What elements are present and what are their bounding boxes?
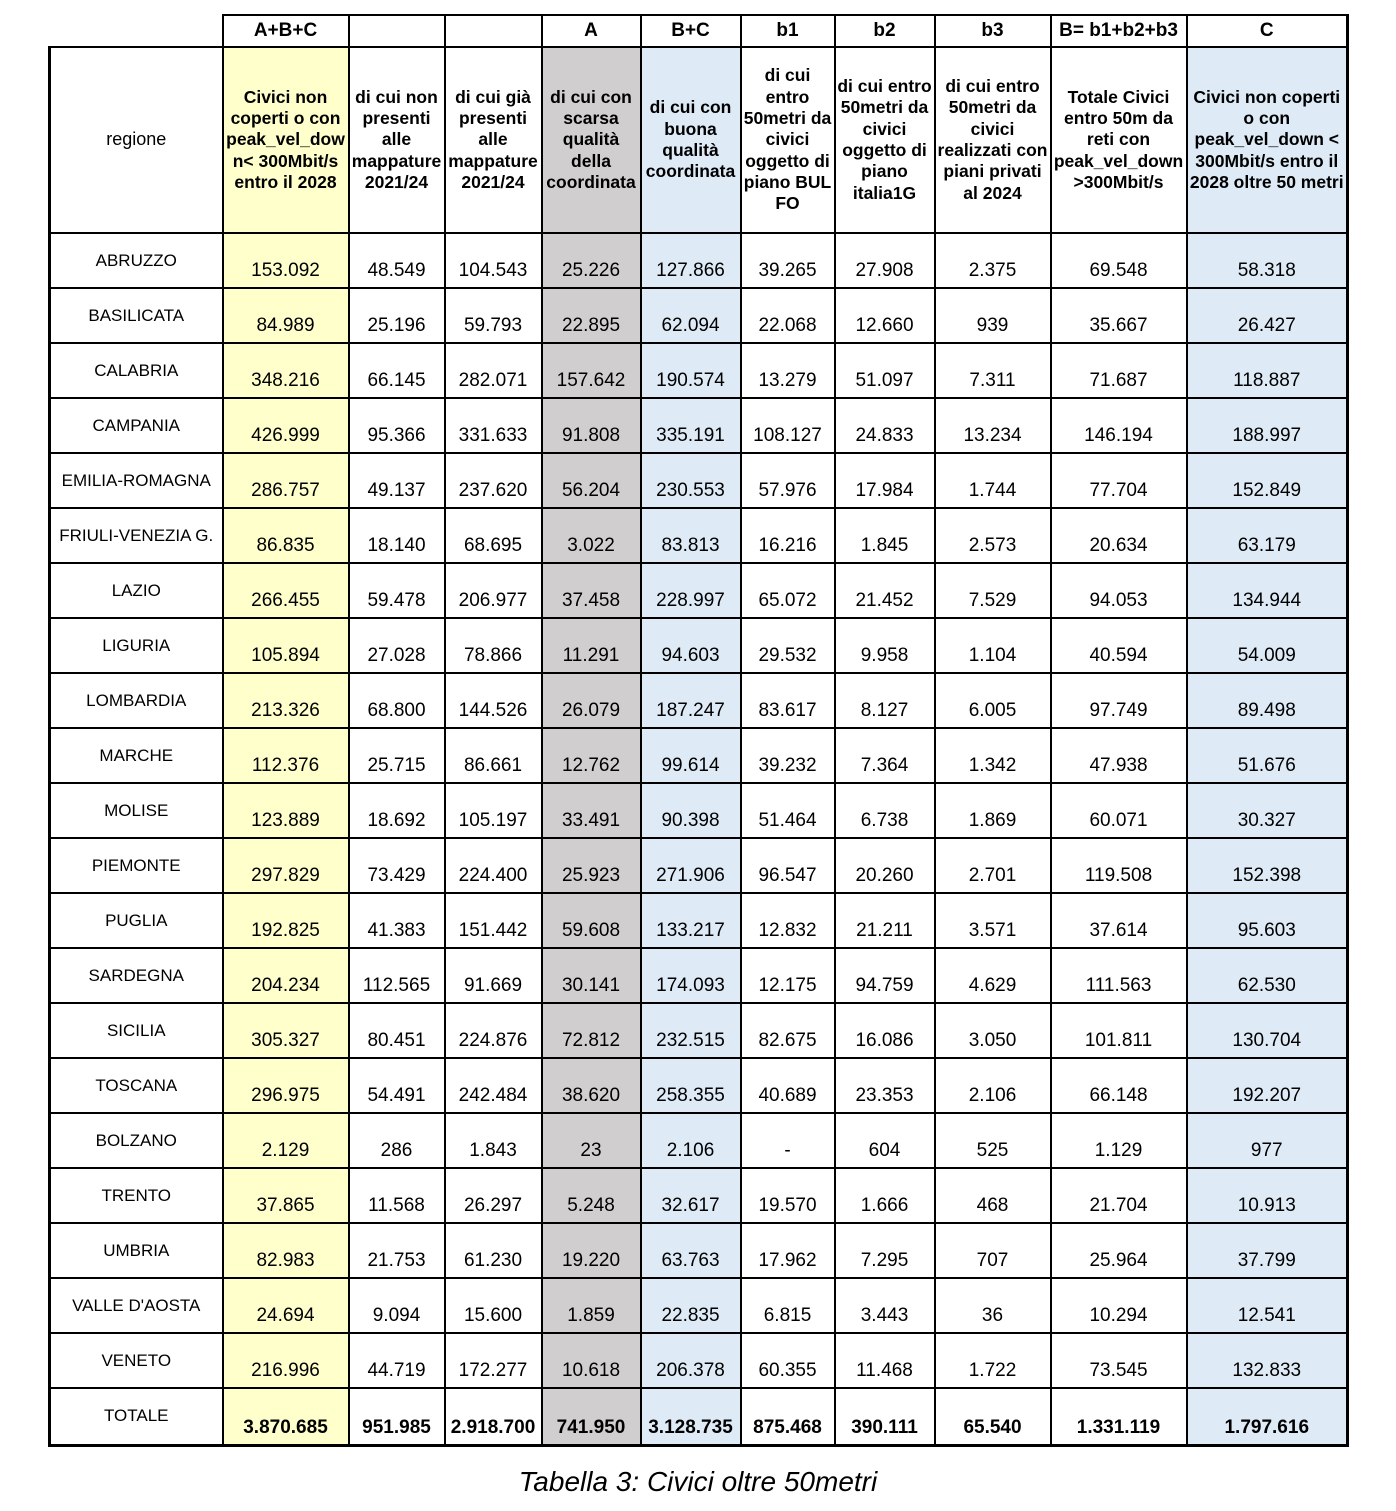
region-cell: EMILIA-ROMAGNA [50, 453, 223, 508]
table-row [50, 508, 1348, 563]
value-cell: 18.140 [349, 508, 445, 563]
value-cell: 40.594 [1051, 618, 1187, 673]
value-cell: 105.894 [223, 618, 349, 673]
value-cell: 59.478 [349, 563, 445, 618]
value-cell: 331.633 [445, 398, 542, 453]
value-cell: 82.983 [223, 1223, 349, 1278]
value-cell: 44.719 [349, 1333, 445, 1388]
column-group-label: B= b1+b2+b3 [1051, 15, 1187, 47]
value-cell: 13.234 [935, 398, 1051, 453]
table-row [50, 1058, 1348, 1113]
value-cell: 10.618 [542, 1333, 641, 1388]
value-cell: 66.145 [349, 343, 445, 398]
region-cell: LOMBARDIA [50, 673, 223, 728]
value-cell: 66.148 [1051, 1058, 1187, 1113]
value-cell: 1.797.616 [1187, 1388, 1348, 1445]
value-cell: 49.137 [349, 453, 445, 508]
region-cell: MARCHE [50, 728, 223, 783]
value-cell: 157.642 [542, 343, 641, 398]
value-cell: 26.427 [1187, 288, 1348, 343]
value-cell: 20.634 [1051, 508, 1187, 563]
value-cell: 104.543 [445, 233, 542, 288]
value-cell: 112.376 [223, 728, 349, 783]
value-cell: 296.975 [223, 1058, 349, 1113]
value-cell: 21.211 [835, 893, 935, 948]
value-cell: 51.097 [835, 343, 935, 398]
region-cell: TRENTO [50, 1168, 223, 1223]
region-cell: VALLE D'AOSTA [50, 1278, 223, 1333]
table-row [50, 948, 1348, 1003]
value-cell: 741.950 [542, 1388, 641, 1445]
value-cell: 38.620 [542, 1058, 641, 1113]
value-cell: 82.675 [741, 1003, 835, 1058]
value-cell: 12.175 [741, 948, 835, 1003]
column-header: di cui non presenti alle mappature 2021/24 [349, 47, 445, 233]
value-cell: 7.311 [935, 343, 1051, 398]
value-cell: 90.398 [641, 783, 741, 838]
value-cell: 1.104 [935, 618, 1051, 673]
value-cell: 95.366 [349, 398, 445, 453]
value-cell: 36 [935, 1278, 1051, 1333]
value-cell: 59.793 [445, 288, 542, 343]
value-cell: 61.230 [445, 1223, 542, 1278]
table-row [50, 233, 1348, 288]
value-cell: 37.614 [1051, 893, 1187, 948]
value-cell: 146.194 [1051, 398, 1187, 453]
civici-table [48, 14, 1349, 1447]
value-cell: 1.845 [835, 508, 935, 563]
value-cell: 127.866 [641, 233, 741, 288]
value-cell: 224.400 [445, 838, 542, 893]
value-cell: 152.398 [1187, 838, 1348, 893]
value-cell: 29.532 [741, 618, 835, 673]
value-cell: 20.260 [835, 838, 935, 893]
value-cell: 91.808 [542, 398, 641, 453]
value-cell: 707 [935, 1223, 1051, 1278]
value-cell: 108.127 [741, 398, 835, 453]
value-cell: 19.570 [741, 1168, 835, 1223]
value-cell: 6.738 [835, 783, 935, 838]
value-cell: 84.989 [223, 288, 349, 343]
value-cell: 24.694 [223, 1278, 349, 1333]
column-header: di cui entro 50metri da civici oggetto di piano italia1G [835, 47, 935, 233]
value-cell: 11.291 [542, 618, 641, 673]
value-cell: 187.247 [641, 673, 741, 728]
region-cell: TOTALE [50, 1388, 223, 1445]
value-cell: 7.364 [835, 728, 935, 783]
header-spacer [50, 15, 223, 47]
value-cell: 1.843 [445, 1113, 542, 1168]
value-cell: 119.508 [1051, 838, 1187, 893]
column-header: di cui entro 50metri da civici oggetto di piano BUL FO [741, 47, 835, 233]
value-cell: 3.443 [835, 1278, 935, 1333]
value-cell: 11.568 [349, 1168, 445, 1223]
value-cell: 16.086 [835, 1003, 935, 1058]
value-cell: 230.553 [641, 453, 741, 508]
value-cell: 3.571 [935, 893, 1051, 948]
value-cell: 144.526 [445, 673, 542, 728]
value-cell: 101.811 [1051, 1003, 1187, 1058]
region-cell: TOSCANA [50, 1058, 223, 1113]
value-cell: 60.071 [1051, 783, 1187, 838]
value-cell: 13.279 [741, 343, 835, 398]
table-row [50, 618, 1348, 673]
value-cell: 51.676 [1187, 728, 1348, 783]
column-header: di cui con scarsa qualità della coordinata [542, 47, 641, 233]
value-cell: 266.455 [223, 563, 349, 618]
value-cell: 224.876 [445, 1003, 542, 1058]
value-cell: 9.958 [835, 618, 935, 673]
value-cell: 56.204 [542, 453, 641, 508]
value-cell: 1.331.119 [1051, 1388, 1187, 1445]
value-cell: 2.918.700 [445, 1388, 542, 1445]
value-cell: 6.815 [741, 1278, 835, 1333]
column-header: di cui con buona qualità coordinata [641, 47, 741, 233]
region-cell: CALABRIA [50, 343, 223, 398]
value-cell: 174.093 [641, 948, 741, 1003]
value-cell: 2.573 [935, 508, 1051, 563]
column-header: di cui entro 50metri da civici realizzati con piani privati al 2024 [935, 47, 1051, 233]
column-group-label: A [542, 15, 641, 47]
value-cell: 1.859 [542, 1278, 641, 1333]
value-cell: 2.701 [935, 838, 1051, 893]
value-cell: 94.053 [1051, 563, 1187, 618]
value-cell: 10.913 [1187, 1168, 1348, 1223]
value-cell: 5.248 [542, 1168, 641, 1223]
region-cell: BOLZANO [50, 1113, 223, 1168]
value-cell: 232.515 [641, 1003, 741, 1058]
value-cell: 63.763 [641, 1223, 741, 1278]
value-cell: 10.294 [1051, 1278, 1187, 1333]
value-cell: 30.327 [1187, 783, 1348, 838]
value-cell: 7.529 [935, 563, 1051, 618]
value-cell: 6.005 [935, 673, 1051, 728]
value-cell: 237.620 [445, 453, 542, 508]
value-cell: 258.355 [641, 1058, 741, 1113]
value-cell: 132.833 [1187, 1333, 1348, 1388]
value-cell: 12.541 [1187, 1278, 1348, 1333]
region-cell: PUGLIA [50, 893, 223, 948]
value-cell: 22.895 [542, 288, 641, 343]
value-cell: 305.327 [223, 1003, 349, 1058]
value-cell: 3.022 [542, 508, 641, 563]
value-cell: 47.938 [1051, 728, 1187, 783]
table-row [50, 1333, 1348, 1388]
value-cell: 19.220 [542, 1223, 641, 1278]
value-cell: 39.265 [741, 233, 835, 288]
value-cell: 89.498 [1187, 673, 1348, 728]
value-cell: 37.458 [542, 563, 641, 618]
column-group-label: b2 [835, 15, 935, 47]
value-cell: 21.452 [835, 563, 935, 618]
value-cell: 22.068 [741, 288, 835, 343]
value-cell: 25.196 [349, 288, 445, 343]
value-cell: 297.829 [223, 838, 349, 893]
region-column-header: regione [50, 47, 223, 233]
value-cell: 286.757 [223, 453, 349, 508]
value-cell: 23.353 [835, 1058, 935, 1113]
value-cell: 335.191 [641, 398, 741, 453]
value-cell: 11.468 [835, 1333, 935, 1388]
value-cell: 1.666 [835, 1168, 935, 1223]
value-cell: 68.800 [349, 673, 445, 728]
value-cell: 228.997 [641, 563, 741, 618]
table-caption: Tabella 3: Civici oltre 50metri [518, 1466, 878, 1497]
region-cell: VENETO [50, 1333, 223, 1388]
value-cell: 17.962 [741, 1223, 835, 1278]
value-cell: 939 [935, 288, 1051, 343]
region-cell: UMBRIA [50, 1223, 223, 1278]
value-cell: 468 [935, 1168, 1051, 1223]
value-cell: 2.106 [935, 1058, 1051, 1113]
value-cell: 78.866 [445, 618, 542, 673]
value-cell: 35.667 [1051, 288, 1187, 343]
table-row [50, 398, 1348, 453]
value-cell: 3.050 [935, 1003, 1051, 1058]
value-cell: 27.028 [349, 618, 445, 673]
table-row [50, 453, 1348, 508]
region-cell: BASILICATA [50, 288, 223, 343]
value-cell: 57.976 [741, 453, 835, 508]
value-cell: 133.217 [641, 893, 741, 948]
region-cell: SARDEGNA [50, 948, 223, 1003]
region-cell: CAMPANIA [50, 398, 223, 453]
value-cell: 16.216 [741, 508, 835, 563]
value-cell: 286 [349, 1113, 445, 1168]
value-cell: 1.744 [935, 453, 1051, 508]
table-row [50, 728, 1348, 783]
value-cell: 204.234 [223, 948, 349, 1003]
value-cell: 51.464 [741, 783, 835, 838]
value-cell: 54.009 [1187, 618, 1348, 673]
value-cell: 25.226 [542, 233, 641, 288]
value-cell: 95.603 [1187, 893, 1348, 948]
value-cell: 112.565 [349, 948, 445, 1003]
value-cell: 271.906 [641, 838, 741, 893]
value-cell: 23 [542, 1113, 641, 1168]
value-cell: 105.197 [445, 783, 542, 838]
value-cell: 951.985 [349, 1388, 445, 1445]
value-cell: 25.923 [542, 838, 641, 893]
value-cell: 63.179 [1187, 508, 1348, 563]
value-cell: 192.825 [223, 893, 349, 948]
value-cell: 86.835 [223, 508, 349, 563]
region-cell: FRIULI-VENEZIA G. [50, 508, 223, 563]
value-cell: 1.869 [935, 783, 1051, 838]
table-row [50, 838, 1348, 893]
table-row [50, 563, 1348, 618]
value-cell: 190.574 [641, 343, 741, 398]
value-cell: 27.908 [835, 233, 935, 288]
value-cell: 21.753 [349, 1223, 445, 1278]
value-cell: 12.660 [835, 288, 935, 343]
value-cell: 17.984 [835, 453, 935, 508]
value-cell: 59.608 [542, 893, 641, 948]
value-cell: 111.563 [1051, 948, 1187, 1003]
table-row [50, 783, 1348, 838]
value-cell: 48.549 [349, 233, 445, 288]
value-cell: 7.295 [835, 1223, 935, 1278]
column-header: Civici non coperti o con peak_vel_down< 300Mbit/s entro il 2028 [223, 47, 349, 233]
value-cell: 25.964 [1051, 1223, 1187, 1278]
region-cell: LAZIO [50, 563, 223, 618]
column-group-label: A+B+C [223, 15, 349, 47]
value-cell: 3.870.685 [223, 1388, 349, 1445]
column-header: Totale Civici entro 50m da reti con peak_vel_down >300Mbit/s [1051, 47, 1187, 233]
value-cell: 71.687 [1051, 343, 1187, 398]
value-cell: 65.540 [935, 1388, 1051, 1445]
value-cell: 152.849 [1187, 453, 1348, 508]
value-cell: 24.833 [835, 398, 935, 453]
value-cell: 977 [1187, 1113, 1348, 1168]
value-cell: 77.704 [1051, 453, 1187, 508]
value-cell: 2.129 [223, 1113, 349, 1168]
value-cell: 118.887 [1187, 343, 1348, 398]
region-cell: LIGURIA [50, 618, 223, 673]
table-row [50, 673, 1348, 728]
column-group-label: b1 [741, 15, 835, 47]
value-cell: 1.129 [1051, 1113, 1187, 1168]
value-cell: 1.342 [935, 728, 1051, 783]
value-cell: 15.600 [445, 1278, 542, 1333]
value-cell: 213.326 [223, 673, 349, 728]
value-cell: 282.071 [445, 343, 542, 398]
column-group-label: C [1187, 15, 1348, 47]
region-cell: PIEMONTE [50, 838, 223, 893]
value-cell: 123.889 [223, 783, 349, 838]
value-cell: 21.704 [1051, 1168, 1187, 1223]
column-group-label: B+C [641, 15, 741, 47]
value-cell: 9.094 [349, 1278, 445, 1333]
value-cell: 73.429 [349, 838, 445, 893]
table-row [50, 1278, 1348, 1333]
value-cell: 1.722 [935, 1333, 1051, 1388]
value-cell: 73.545 [1051, 1333, 1187, 1388]
table-row [50, 1113, 1348, 1168]
value-cell: 22.835 [641, 1278, 741, 1333]
table-row [50, 1223, 1348, 1278]
value-cell: 216.996 [223, 1333, 349, 1388]
value-cell: 40.689 [741, 1058, 835, 1113]
value-cell: 62.094 [641, 288, 741, 343]
value-cell: 94.759 [835, 948, 935, 1003]
value-cell: 32.617 [641, 1168, 741, 1223]
value-cell: 3.128.735 [641, 1388, 741, 1445]
value-cell: 172.277 [445, 1333, 542, 1388]
value-cell: 91.669 [445, 948, 542, 1003]
value-cell: 26.297 [445, 1168, 542, 1223]
region-cell: ABRUZZO [50, 233, 223, 288]
value-cell: 69.548 [1051, 233, 1187, 288]
column-group-label [349, 15, 445, 47]
value-cell: 188.997 [1187, 398, 1348, 453]
value-cell: 25.715 [349, 728, 445, 783]
value-cell: 60.355 [741, 1333, 835, 1388]
table-row [50, 343, 1348, 398]
value-cell: 83.617 [741, 673, 835, 728]
value-cell: 80.451 [349, 1003, 445, 1058]
value-cell: 65.072 [741, 563, 835, 618]
value-cell: 134.944 [1187, 563, 1348, 618]
table-row [50, 288, 1348, 343]
value-cell: 130.704 [1187, 1003, 1348, 1058]
value-cell: 18.692 [349, 783, 445, 838]
value-cell: 39.232 [741, 728, 835, 783]
value-cell: 426.999 [223, 398, 349, 453]
value-cell: 37.799 [1187, 1223, 1348, 1278]
value-cell: 390.111 [835, 1388, 935, 1445]
value-cell: 192.207 [1187, 1058, 1348, 1113]
table-row [50, 1003, 1348, 1058]
value-cell: 58.318 [1187, 233, 1348, 288]
value-cell: 99.614 [641, 728, 741, 783]
value-cell: 37.865 [223, 1168, 349, 1223]
value-cell: 86.661 [445, 728, 542, 783]
value-cell: 8.127 [835, 673, 935, 728]
value-cell: 2.375 [935, 233, 1051, 288]
column-group-label: b3 [935, 15, 1051, 47]
value-cell: 12.762 [542, 728, 641, 783]
value-cell: 242.484 [445, 1058, 542, 1113]
value-cell: 41.383 [349, 893, 445, 948]
value-cell: 26.079 [542, 673, 641, 728]
value-cell: 4.629 [935, 948, 1051, 1003]
region-cell: MOLISE [50, 783, 223, 838]
value-cell: 72.812 [542, 1003, 641, 1058]
total-row [50, 1388, 1348, 1445]
value-cell: 30.141 [542, 948, 641, 1003]
value-cell: 94.603 [641, 618, 741, 673]
value-cell: 348.216 [223, 343, 349, 398]
value-cell: 151.442 [445, 893, 542, 948]
column-group-label [445, 15, 542, 47]
value-cell: 875.468 [741, 1388, 835, 1445]
value-cell: 96.547 [741, 838, 835, 893]
value-cell: 54.491 [349, 1058, 445, 1113]
value-cell: 604 [835, 1113, 935, 1168]
value-cell: 153.092 [223, 233, 349, 288]
value-cell: 83.813 [641, 508, 741, 563]
region-cell: SICILIA [50, 1003, 223, 1058]
value-cell: 525 [935, 1113, 1051, 1168]
value-cell: 206.378 [641, 1333, 741, 1388]
column-header: Civici non coperti o con peak_vel_down < 300Mbit/s entro il 2028 oltre 50 metri [1187, 47, 1348, 233]
table-row [50, 1168, 1348, 1223]
value-cell: 62.530 [1187, 948, 1348, 1003]
table-row [50, 893, 1348, 948]
value-cell: 12.832 [741, 893, 835, 948]
value-cell: 33.491 [542, 783, 641, 838]
value-cell: 68.695 [445, 508, 542, 563]
value-cell: 206.977 [445, 563, 542, 618]
value-cell: - [741, 1113, 835, 1168]
column-header: di cui già presenti alle mappature 2021/24 [445, 47, 542, 233]
value-cell: 97.749 [1051, 673, 1187, 728]
value-cell: 2.106 [641, 1113, 741, 1168]
